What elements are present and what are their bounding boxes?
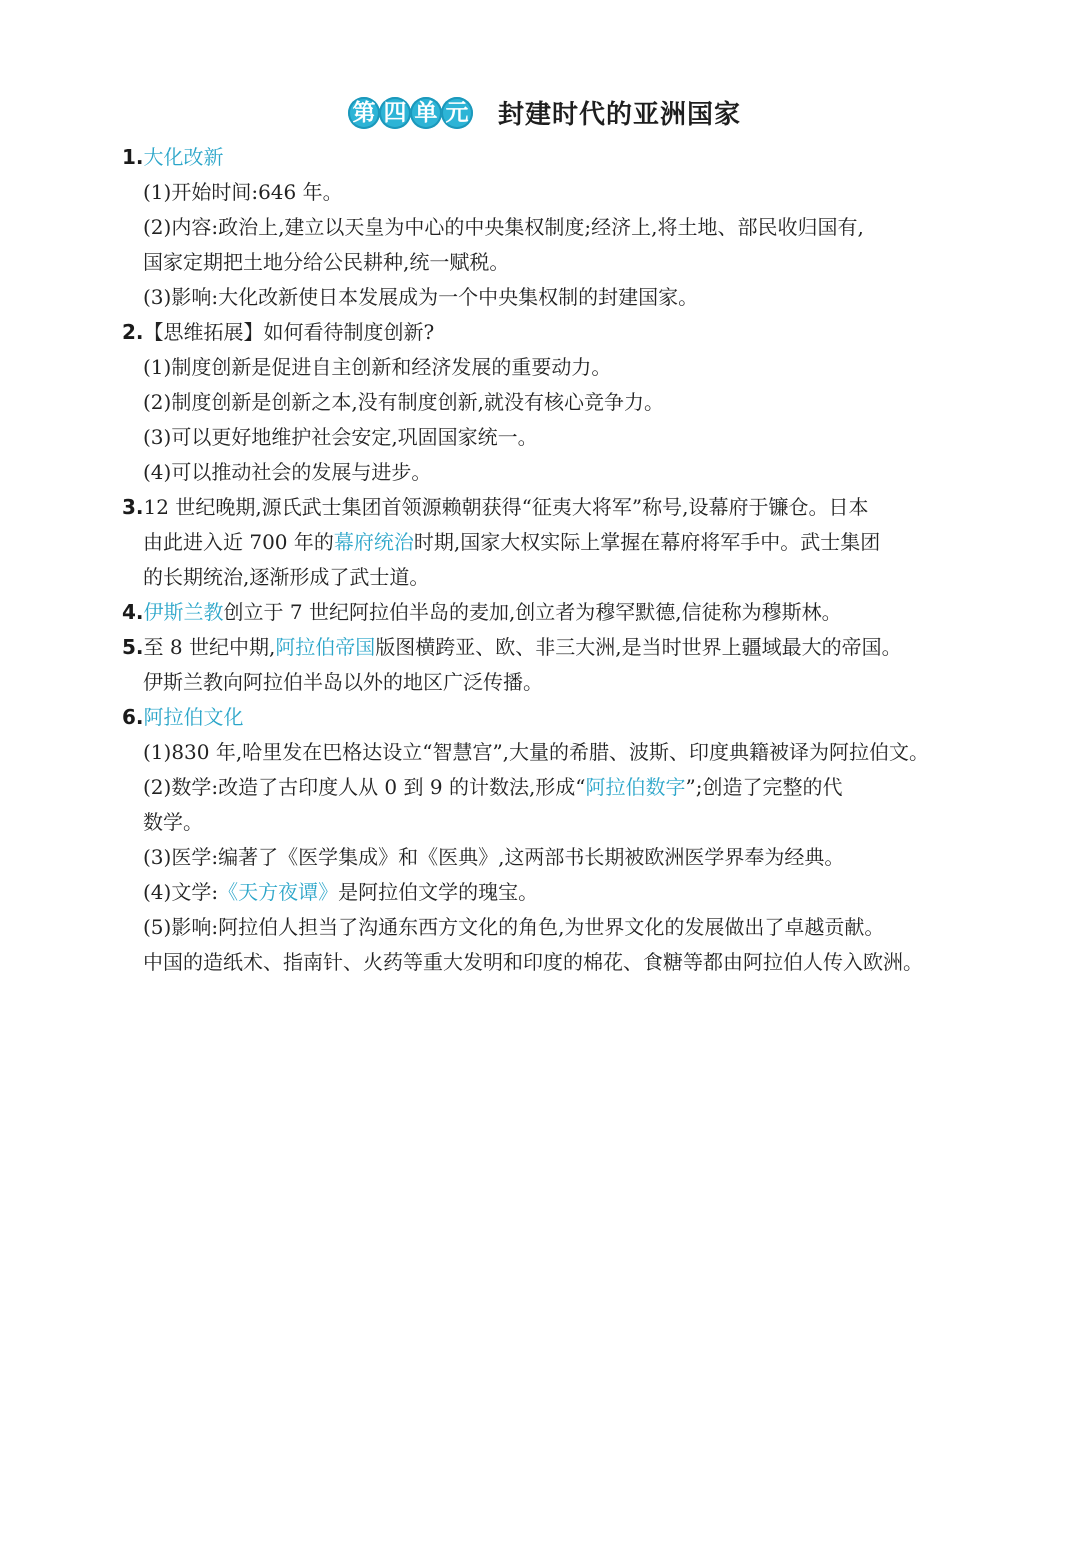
text-line — [122, 770, 992, 805]
text-span: 版图横跨亚、欧、非三大洲,是当时世界上疆域最大的帝国。 — [375, 635, 902, 659]
text-span: 创立于 7 世纪阿拉伯半岛的麦加,创立者为穆罕默德,信徒称为穆斯林。 — [223, 600, 842, 624]
highlight-term: 阿拉伯数字 — [585, 775, 686, 799]
unit-badge — [348, 97, 472, 129]
section-4-line — [122, 595, 992, 630]
section-title: 大化改新 — [143, 145, 224, 169]
text-span: 至 8 世纪中期, — [143, 635, 276, 659]
text-line: (2)制度创新是创新之本,没有制度创新,就没有核心竞争力。 — [143, 390, 665, 414]
section-5-line — [122, 630, 992, 665]
text-line: 中国的造纸术、指南针、火药等重大发明和印度的棉花、食糖等都由阿拉伯人传入欧洲。 — [143, 950, 923, 974]
text-span: 是阿拉伯文学的瑰宝。 — [338, 880, 539, 904]
highlight-term: 伊斯兰教 — [143, 600, 224, 624]
badge-char: 元 — [441, 97, 473, 129]
text-span: ”;创造了完整的代 — [685, 775, 843, 799]
section-number: 1. — [122, 145, 144, 169]
text-line — [122, 875, 992, 910]
unit-title: 封建时代的亚洲国家 — [498, 100, 742, 130]
text-line: 的长期统治,逐渐形成了武士道。 — [143, 565, 430, 589]
text-line: 数学。 — [143, 810, 203, 834]
text-line: (3)影响:大化改新使日本发展成为一个中央集权制的封建国家。 — [143, 285, 699, 309]
section-number: 4. — [122, 600, 144, 624]
badge-char: 单 — [410, 97, 442, 129]
text-span: (2)数学:改造了古印度人从 0 到 9 的计数法,形成“ — [143, 775, 586, 799]
text-line: (3)医学:编著了《医学集成》和《医典》,这两部书长期被欧洲医学界奉为经典。 — [143, 845, 845, 869]
text-span: 时期,国家大权实际上掌握在幕府将军手中。武士集团 — [413, 530, 881, 554]
text-span: (4)文学: — [143, 880, 219, 904]
section-number: 5. — [122, 635, 144, 659]
text-line: (1)830 年,哈里发在巴格达设立“智慧宫”,大量的希腊、波斯、印度典籍被译为阿拉伯文。 — [143, 740, 930, 764]
section-number: 6. — [122, 705, 144, 729]
text-span: 由此进入近 700 年的 — [143, 530, 334, 554]
section-6-heading — [122, 700, 992, 735]
section-3-line — [122, 490, 992, 525]
section-title: 阿拉伯文化 — [143, 705, 244, 729]
highlight-term: 《天方夜谭》 — [218, 880, 339, 904]
content — [122, 140, 992, 980]
text-line: (1)制度创新是促进自主创新和经济发展的重要动力。 — [143, 355, 612, 379]
text-line: 伊斯兰教向阿拉伯半岛以外的地区广泛传播。 — [143, 670, 543, 694]
text-line: (3)可以更好地维护社会安定,巩固国家统一。 — [143, 425, 538, 449]
highlight-term: 幕府统治 — [333, 530, 414, 554]
section-title: 【思维拓展】如何看待制度创新? — [143, 320, 435, 344]
text-line: (4)可以推动社会的发展与进步。 — [143, 460, 432, 484]
section-2-heading — [122, 315, 992, 350]
section-number: 3. — [122, 495, 144, 519]
text-span: 12 世纪晚期,源氏武士集团首领源赖朝获得“征夷大将军”称号,设幕府于镰仓。日本 — [143, 495, 869, 519]
badge-char: 四 — [379, 97, 411, 129]
highlight-term: 阿拉伯帝国 — [275, 635, 376, 659]
unit-header — [348, 94, 741, 131]
badge-char: 第 — [348, 97, 380, 129]
text-line: (5)影响:阿拉伯人担当了沟通东西方文化的角色,为世界文化的发展做出了卓越贡献。 — [143, 915, 885, 939]
text-line — [122, 525, 992, 560]
text-line: (1)开始时间:646 年。 — [143, 180, 343, 204]
text-line: (2)内容:政治上,建立以天皇为中心的中央集权制度;经济上,将土地、部民收归国有, — [143, 215, 864, 239]
section-number: 2. — [122, 320, 144, 344]
text-line: 国家定期把土地分给公民耕种,统一赋税。 — [143, 250, 510, 274]
section-1-heading — [122, 140, 992, 175]
